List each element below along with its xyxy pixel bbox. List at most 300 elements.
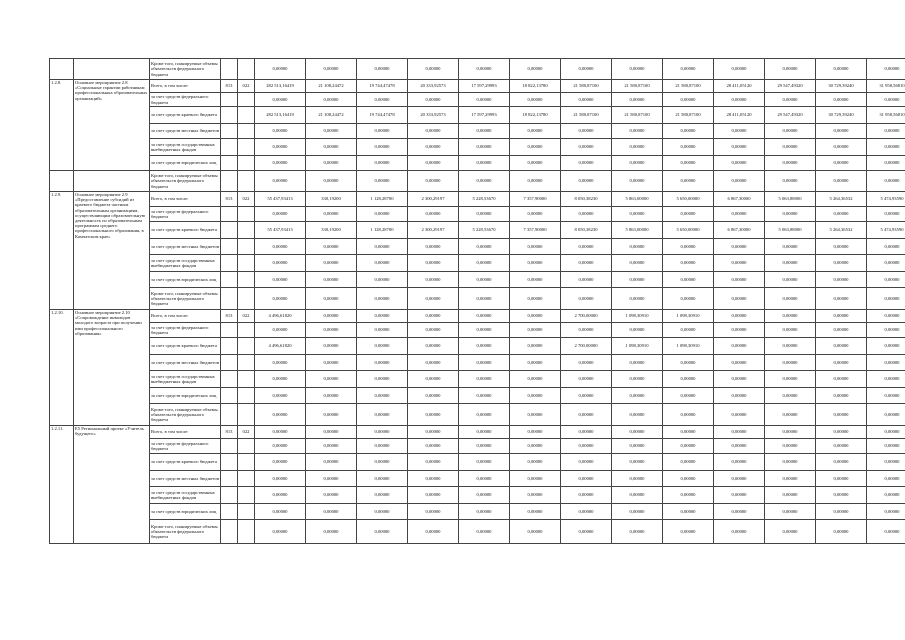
amount-cell: 0,00000 <box>612 139 663 156</box>
amount-cell: 21 580,87100 <box>663 107 714 124</box>
amount-cell: 21 108,24472 <box>306 80 357 93</box>
amount-cell: 1 098,30910 <box>663 338 714 355</box>
table-row <box>50 59 905 80</box>
amount-cell: 0,00000 <box>408 426 459 439</box>
rz-cell <box>238 124 255 139</box>
amount-cell: 1 098,30910 <box>612 338 663 355</box>
amount-cell: 0,00000 <box>714 207 765 222</box>
amount-cell: 0,00000 <box>714 388 765 404</box>
table-row <box>50 454 905 471</box>
row-name-cell: Основное мероприятие 2.8 «Социальные гарантии работникам профессиональных образовательных организаций» <box>74 80 150 171</box>
amount-cell: 0,00000 <box>357 338 408 355</box>
amount-cell: 4 496,61820 <box>255 338 306 355</box>
amount-cell: 0,00000 <box>867 255 905 272</box>
rz-cell <box>238 520 255 544</box>
amount-cell: 0,00000 <box>255 439 306 454</box>
amount-cell: 0,00000 <box>357 504 408 520</box>
rz-cell <box>238 288 255 310</box>
amount-cell: 0,00000 <box>510 156 561 171</box>
amount-cell: 0,00000 <box>765 207 816 222</box>
amount-cell: 0,00000 <box>816 338 867 355</box>
amount-cell: 0,00000 <box>561 288 612 310</box>
amount-cell: 0,00000 <box>459 59 510 80</box>
table-row <box>50 239 905 255</box>
table-row <box>50 107 905 124</box>
table-row <box>50 338 905 355</box>
amount-cell: 0,00000 <box>408 272 459 288</box>
amount-cell: 0,00000 <box>510 171 561 192</box>
amount-cell: 20 333,92573 <box>408 107 459 124</box>
amount-cell: 0,00000 <box>306 487 357 504</box>
amount-cell: 0,00000 <box>867 171 905 192</box>
rz-cell: 022 <box>238 310 255 323</box>
amount-cell: 0,00000 <box>306 139 357 156</box>
amount-cell: 21 580,87100 <box>561 107 612 124</box>
amount-cell: 0,00000 <box>663 255 714 272</box>
amount-cell: 0,00000 <box>357 255 408 272</box>
amount-cell: 0,00000 <box>255 471 306 487</box>
amount-cell: 29 547,49320 <box>765 107 816 124</box>
amount-cell: 0,00000 <box>714 156 765 171</box>
amount-cell: 0,00000 <box>714 93 765 107</box>
amount-cell: 0,00000 <box>510 272 561 288</box>
grbs-cell <box>221 255 238 272</box>
amount-cell: 5 474,93590 <box>867 222 905 239</box>
amount-cell: 0,00000 <box>357 310 408 323</box>
amount-cell: 0,00000 <box>357 207 408 222</box>
amount-cell: 0,00000 <box>255 288 306 310</box>
amount-cell: 0,00000 <box>663 426 714 439</box>
table-row <box>50 388 905 404</box>
amount-cell: 0,00000 <box>510 338 561 355</box>
amount-cell: 0,00000 <box>459 355 510 371</box>
amount-cell: 0,00000 <box>357 520 408 544</box>
rz-cell <box>238 487 255 504</box>
amount-cell: 0,00000 <box>714 310 765 323</box>
amount-cell: 2 700,00000 <box>561 338 612 355</box>
amount-cell: 0,00000 <box>255 139 306 156</box>
amount-cell: 20 333,92573 <box>408 80 459 93</box>
rz-cell <box>238 107 255 124</box>
funding-source-cell: за счет средств местных бюджетов <box>150 124 221 139</box>
amount-cell: 0,00000 <box>459 454 510 471</box>
amount-cell: 7 357,90000 <box>510 192 561 207</box>
amount-cell: 0,00000 <box>663 471 714 487</box>
amount-cell: 21 580,87100 <box>612 80 663 93</box>
amount-cell: 0,00000 <box>357 272 408 288</box>
amount-cell: 30 729,39240 <box>816 80 867 93</box>
table-row <box>50 222 905 239</box>
amount-cell: 0,00000 <box>765 93 816 107</box>
amount-cell: 0,00000 <box>561 426 612 439</box>
funding-source-cell: за счет средств федерального бюджета <box>150 323 221 338</box>
amount-cell: 0,00000 <box>459 239 510 255</box>
funding-source-cell: за счет средств краевого бюджета <box>150 107 221 124</box>
amount-cell: 0,00000 <box>459 207 510 222</box>
amount-cell: 0,00000 <box>306 59 357 80</box>
row-name-cell: Основное мероприятие 2.9 «Предоставление субсидий из краевого бюджета частным образовательным организациям, осуществляющим образовательную деятельность по образовательным программам среднего профессионального образования, в Камчатском крае» <box>74 192 150 310</box>
row-code-cell: 1.2.11. <box>50 426 74 544</box>
funding-source-cell: за счет средств юридических лиц <box>150 388 221 404</box>
amount-cell: 0,00000 <box>408 520 459 544</box>
funding-source-cell: за счет средств федерального бюджета <box>150 207 221 222</box>
rz-cell <box>238 471 255 487</box>
amount-cell: 2 300,29197 <box>408 192 459 207</box>
amount-cell: 0,00000 <box>765 439 816 454</box>
amount-cell: 0,00000 <box>714 520 765 544</box>
amount-cell: 0,00000 <box>306 124 357 139</box>
rz-cell: 022 <box>238 426 255 439</box>
amount-cell: 0,00000 <box>612 93 663 107</box>
grbs-cell <box>221 93 238 107</box>
amount-cell: 0,00000 <box>816 487 867 504</box>
amount-cell: 0,00000 <box>561 139 612 156</box>
funding-source-cell: за счет средств юридических лиц <box>150 156 221 171</box>
amount-cell: 0,00000 <box>867 520 905 544</box>
table-row <box>50 207 905 222</box>
amount-cell: 0,00000 <box>867 471 905 487</box>
amount-cell: 282 513,16419 <box>255 80 306 93</box>
amount-cell: 0,00000 <box>612 272 663 288</box>
amount-cell: 0,00000 <box>255 426 306 439</box>
amount-cell: 0,00000 <box>510 404 561 426</box>
amount-cell: 0,00000 <box>663 388 714 404</box>
table-row <box>50 139 905 156</box>
amount-cell: 0,00000 <box>306 171 357 192</box>
amount-cell: 0,00000 <box>408 93 459 107</box>
amount-cell: 0,00000 <box>357 404 408 426</box>
amount-cell: 0,00000 <box>765 388 816 404</box>
amount-cell: 0,00000 <box>663 520 714 544</box>
amount-cell: 0,00000 <box>459 323 510 338</box>
amount-cell: 0,00000 <box>255 323 306 338</box>
amount-cell: 0,00000 <box>816 124 867 139</box>
amount-cell: 6 867,30000 <box>714 222 765 239</box>
amount-cell: 0,00000 <box>816 520 867 544</box>
amount-cell: 0,00000 <box>816 371 867 388</box>
amount-cell: 0,00000 <box>510 288 561 310</box>
amount-cell: 1 098,30910 <box>612 310 663 323</box>
grbs-cell <box>221 288 238 310</box>
row-code-cell: 1.2.8. <box>50 80 74 171</box>
amount-cell: 0,00000 <box>510 255 561 272</box>
amount-cell: 0,00000 <box>408 338 459 355</box>
amount-cell: 0,00000 <box>765 310 816 323</box>
amount-cell: 0,00000 <box>408 323 459 338</box>
amount-cell: 55 437,93413 <box>255 192 306 207</box>
grbs-cell: 813 <box>221 310 238 323</box>
funding-source-cell: Кроме того, планируемые объемы обязательств федерального бюджета <box>150 59 221 80</box>
amount-cell: 0,00000 <box>510 59 561 80</box>
amount-cell: 0,00000 <box>714 323 765 338</box>
amount-cell: 0,00000 <box>663 454 714 471</box>
amount-cell: 0,00000 <box>867 288 905 310</box>
amount-cell: 0,00000 <box>510 124 561 139</box>
amount-cell: 0,00000 <box>306 454 357 471</box>
amount-cell: 29 547,49320 <box>765 80 816 93</box>
amount-cell: 0,00000 <box>408 139 459 156</box>
amount-cell: 0,00000 <box>765 520 816 544</box>
amount-cell: 0,00000 <box>561 156 612 171</box>
rz-cell <box>238 388 255 404</box>
amount-cell: 0,00000 <box>612 371 663 388</box>
amount-cell: 0,00000 <box>306 255 357 272</box>
amount-cell: 0,00000 <box>255 371 306 388</box>
amount-cell: 0,00000 <box>510 426 561 439</box>
amount-cell: 5 264,36532 <box>816 192 867 207</box>
amount-cell: 0,00000 <box>306 504 357 520</box>
rz-cell: 022 <box>238 192 255 207</box>
amount-cell: 0,00000 <box>663 272 714 288</box>
amount-cell: 0,00000 <box>765 504 816 520</box>
amount-cell: 0,00000 <box>357 388 408 404</box>
amount-cell: 0,00000 <box>816 239 867 255</box>
funding-source-cell: за счет средств государственных внебюджетных фондов <box>150 487 221 504</box>
amount-cell: 19 744,47478 <box>357 80 408 93</box>
grbs-cell: 813 <box>221 192 238 207</box>
amount-cell: 0,00000 <box>765 124 816 139</box>
amount-cell: 0,00000 <box>663 487 714 504</box>
amount-cell: 0,00000 <box>663 504 714 520</box>
amount-cell: 0,00000 <box>255 404 306 426</box>
amount-cell: 0,00000 <box>255 156 306 171</box>
amount-cell: 0,00000 <box>663 207 714 222</box>
amount-cell: 19 744,47478 <box>357 107 408 124</box>
amount-cell: 0,00000 <box>510 207 561 222</box>
grbs-cell <box>221 454 238 471</box>
amount-cell: 0,00000 <box>561 124 612 139</box>
rz-cell <box>238 93 255 107</box>
table-row <box>50 192 905 207</box>
amount-cell: 0,00000 <box>459 471 510 487</box>
amount-cell: 0,00000 <box>867 388 905 404</box>
amount-cell: 0,00000 <box>816 139 867 156</box>
amount-cell: 0,00000 <box>714 338 765 355</box>
amount-cell: 0,00000 <box>867 139 905 156</box>
amount-cell: 0,00000 <box>612 388 663 404</box>
rz-cell <box>238 171 255 192</box>
funding-source-cell: за счет средств федерального бюджета <box>150 93 221 107</box>
amount-cell: 0,00000 <box>765 454 816 471</box>
amount-cell: 0,00000 <box>663 139 714 156</box>
amount-cell: 0,00000 <box>561 454 612 471</box>
amount-cell: 0,00000 <box>765 471 816 487</box>
amount-cell: 1 128,28700 <box>357 222 408 239</box>
grbs-cell <box>221 504 238 520</box>
amount-cell: 0,00000 <box>357 239 408 255</box>
rz-cell <box>238 139 255 156</box>
table-row <box>50 171 905 192</box>
amount-cell: 0,00000 <box>357 156 408 171</box>
table-row <box>50 310 905 323</box>
amount-cell: 0,00000 <box>612 355 663 371</box>
amount-cell: 21 580,87100 <box>663 80 714 93</box>
grbs-cell <box>221 239 238 255</box>
amount-cell: 0,00000 <box>765 323 816 338</box>
grbs-cell <box>221 471 238 487</box>
rz-cell <box>238 404 255 426</box>
amount-cell: 0,00000 <box>612 156 663 171</box>
amount-cell: 30 729,39240 <box>816 107 867 124</box>
amount-cell: 0,00000 <box>765 338 816 355</box>
amount-cell: 0,00000 <box>714 439 765 454</box>
amount-cell: 0,00000 <box>663 323 714 338</box>
amount-cell: 21 108,24472 <box>306 107 357 124</box>
table-row <box>50 272 905 288</box>
funding-source-cell: за счет средств краевого бюджета <box>150 454 221 471</box>
amount-cell: 0,00000 <box>561 207 612 222</box>
amount-cell: 0,00000 <box>408 404 459 426</box>
grbs-cell <box>221 139 238 156</box>
amount-cell: 0,00000 <box>357 323 408 338</box>
amount-cell: 18 822,13780 <box>510 80 561 93</box>
grbs-cell <box>221 323 238 338</box>
grbs-cell <box>221 107 238 124</box>
amount-cell: 0,00000 <box>306 426 357 439</box>
funding-source-cell: за счет средств федерального бюджета <box>150 439 221 454</box>
amount-cell: 0,00000 <box>459 272 510 288</box>
amount-cell: 0,00000 <box>306 207 357 222</box>
amount-cell: 0,00000 <box>765 355 816 371</box>
rz-cell <box>238 454 255 471</box>
amount-cell: 0,00000 <box>612 404 663 426</box>
amount-cell: 330,19200 <box>306 192 357 207</box>
amount-cell: 0,00000 <box>663 156 714 171</box>
amount-cell: 0,00000 <box>867 124 905 139</box>
amount-cell: 0,00000 <box>714 239 765 255</box>
amount-cell: 0,00000 <box>306 355 357 371</box>
amount-cell: 0,00000 <box>714 471 765 487</box>
rz-cell <box>238 59 255 80</box>
amount-cell: 0,00000 <box>306 388 357 404</box>
amount-cell: 0,00000 <box>561 323 612 338</box>
amount-cell: 6 867,30000 <box>714 192 765 207</box>
amount-cell: 0,00000 <box>459 404 510 426</box>
amount-cell: 0,00000 <box>561 504 612 520</box>
amount-cell: 0,00000 <box>357 371 408 388</box>
amount-cell: 0,00000 <box>663 439 714 454</box>
row-name-cell: E5 Региональный проект «Учитель будущего» <box>74 426 150 544</box>
amount-cell: 0,00000 <box>306 310 357 323</box>
amount-cell: 0,00000 <box>459 124 510 139</box>
amount-cell: 0,00000 <box>357 93 408 107</box>
amount-cell: 0,00000 <box>561 471 612 487</box>
rz-cell <box>238 255 255 272</box>
grbs-cell <box>221 207 238 222</box>
amount-cell: 0,00000 <box>765 487 816 504</box>
funding-source-cell: за счет средств местных бюджетов <box>150 355 221 371</box>
amount-cell: 0,00000 <box>255 520 306 544</box>
funding-source-cell: за счет средств государственных внебюджетных фондов <box>150 255 221 272</box>
amount-cell: 0,00000 <box>510 439 561 454</box>
funding-source-cell: за счет средств краевого бюджета <box>150 222 221 239</box>
amount-cell: 0,00000 <box>306 338 357 355</box>
amount-cell: 0,00000 <box>612 520 663 544</box>
funding-source-cell: за счет средств юридических лиц <box>150 504 221 520</box>
amount-cell: 0,00000 <box>255 487 306 504</box>
amount-cell: 0,00000 <box>816 471 867 487</box>
amount-cell: 5 063,88000 <box>765 222 816 239</box>
amount-cell: 17 597,29993 <box>459 80 510 93</box>
amount-cell: 282 513,16419 <box>255 107 306 124</box>
funding-source-cell: за счет средств государственных внебюджетных фондов <box>150 139 221 156</box>
amount-cell: 0,00000 <box>765 156 816 171</box>
funding-source-cell: Кроме того, планируемые объемы обязательств федерального бюджета <box>150 288 221 310</box>
amount-cell: 5 650,00000 <box>663 192 714 207</box>
amount-cell: 0,00000 <box>357 355 408 371</box>
row-name-cell: Основное мероприятие 2.10 «Сопровождение инвалидов молодого возраста при получении ими профессионального образования» <box>74 310 150 426</box>
amount-cell: 0,00000 <box>561 404 612 426</box>
table-row <box>50 471 905 487</box>
amount-cell: 0,00000 <box>612 207 663 222</box>
amount-cell: 0,00000 <box>357 171 408 192</box>
amount-cell: 0,00000 <box>459 426 510 439</box>
amount-cell: 0,00000 <box>408 439 459 454</box>
amount-cell: 0,00000 <box>867 338 905 355</box>
amount-cell: 5 063,88000 <box>765 192 816 207</box>
amount-cell: 0,00000 <box>765 139 816 156</box>
amount-cell: 0,00000 <box>867 404 905 426</box>
amount-cell: 2 700,00000 <box>561 310 612 323</box>
amount-cell: 0,00000 <box>765 239 816 255</box>
amount-cell: 0,00000 <box>357 139 408 156</box>
table-body <box>50 59 905 544</box>
amount-cell: 0,00000 <box>306 371 357 388</box>
amount-cell: 0,00000 <box>408 371 459 388</box>
amount-cell: 0,00000 <box>816 310 867 323</box>
amount-cell: 0,00000 <box>867 207 905 222</box>
amount-cell: 0,00000 <box>765 171 816 192</box>
amount-cell: 0,00000 <box>867 272 905 288</box>
table-row <box>50 355 905 371</box>
amount-cell: 0,00000 <box>612 439 663 454</box>
rz-cell <box>238 338 255 355</box>
amount-cell: 0,00000 <box>714 59 765 80</box>
funding-source-cell: Кроме того, планируемые объемы обязательств федерального бюджета <box>150 520 221 544</box>
row-code-cell: 1.2.10. <box>50 310 74 426</box>
amount-cell: 0,00000 <box>561 255 612 272</box>
funding-source-cell: Всего, в том числе: <box>150 426 221 439</box>
table-row <box>50 255 905 272</box>
amount-cell: 0,00000 <box>714 171 765 192</box>
amount-cell: 0,00000 <box>408 355 459 371</box>
grbs-cell <box>221 59 238 80</box>
amount-cell: 0,00000 <box>765 59 816 80</box>
grbs-cell <box>221 338 238 355</box>
amount-cell: 0,00000 <box>306 520 357 544</box>
grbs-cell <box>221 404 238 426</box>
funding-source-cell: за счет средств государственных внебюджетных фондов <box>150 371 221 388</box>
amount-cell: 0,00000 <box>663 124 714 139</box>
amount-cell: 0,00000 <box>816 93 867 107</box>
table-row <box>50 93 905 107</box>
amount-cell: 0,00000 <box>459 288 510 310</box>
amount-cell: 8 050,38230 <box>561 222 612 239</box>
amount-cell: 0,00000 <box>306 288 357 310</box>
table-row <box>50 80 905 93</box>
grbs-cell <box>221 487 238 504</box>
amount-cell: 330,19200 <box>306 222 357 239</box>
grbs-cell <box>221 171 238 192</box>
amount-cell: 0,00000 <box>306 156 357 171</box>
amount-cell: 1 098,30910 <box>663 310 714 323</box>
amount-cell: 18 822,13780 <box>510 107 561 124</box>
amount-cell: 0,00000 <box>306 239 357 255</box>
amount-cell: 0,00000 <box>816 439 867 454</box>
amount-cell: 0,00000 <box>816 59 867 80</box>
amount-cell: 5 863,00000 <box>612 222 663 239</box>
amount-cell: 0,00000 <box>561 171 612 192</box>
